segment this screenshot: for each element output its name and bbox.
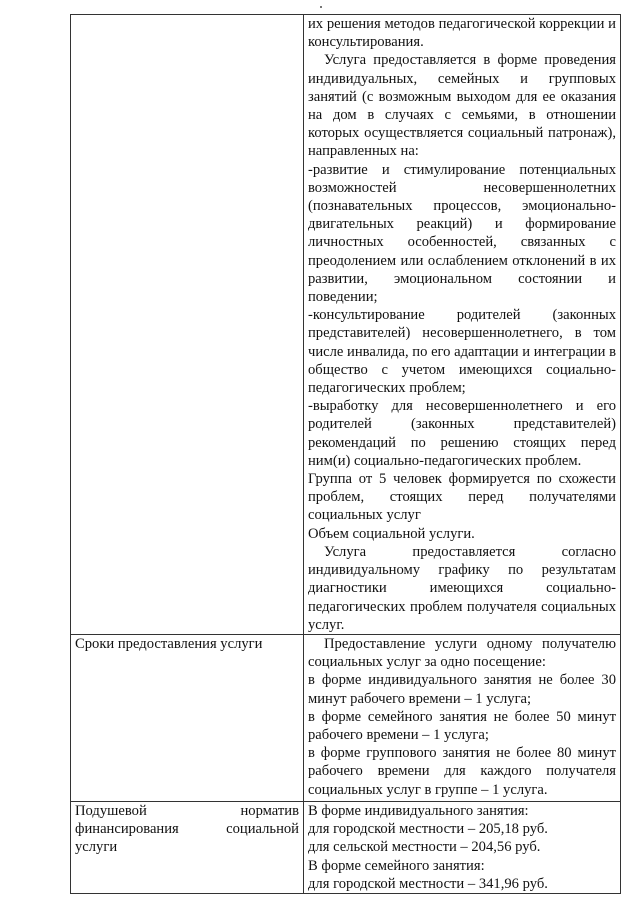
paragraph: -выработку для несовершеннолетнего и его родителей (законных представителей) рекомендаций по решению стоящих перед ним(и) социально-педагогических проблем. [308,398,616,469]
row-label-cell [71,634,304,801]
paragraph: Группа от 5 человек формируется по схожести проблем, стоящих перед получателями социальных услуг [308,471,616,524]
row-content-cell [304,15,621,635]
paragraph: для сельской местности – 204,56 руб. [308,839,541,856]
row-label: Подушевой норматив финансирования социальной услуги [75,802,299,856]
paragraph: для городской местности – 205,18 руб. [308,821,548,838]
paragraph: -консультирование родителей (законных представителей) несовершеннолетнего, в том числе инвалида, по его адаптации и интеграции в общество с учетом имеющихся социально-педагогических проблем; [308,307,616,397]
table-row-terms [71,634,621,801]
service-table [70,14,621,894]
row-label-cell [71,15,304,635]
paragraph: в форме группового занятия не более 80 минут рабочего времени для каждого получателя социальных услуг в группе – 1 услуга. [308,745,616,798]
paragraph: в форме семейного занятия не более 50 минут рабочего времени – 1 услуга; [308,708,616,743]
table-row-description [71,15,621,635]
paragraph: Услуга предоставляется в форме проведения индивидуальных, семейных и групповых занятий (с возможным выходом для ее оказания на дом в случаях с семьями, в отношении которых осуществляется социальный патронаж), направленных на: [308,52,616,160]
row-content-cell [304,801,621,893]
paragraph: в форме индивидуального занятия не более 30 минут рабочего времени – 1 услуга; [308,672,616,707]
paragraph: В форме индивидуального занятия: [308,802,529,819]
scan-speck [320,6,322,8]
paragraph: -развитие и стимулирование потенциальных возможностей несовершеннолетних (познавательных процессов, эмоционально-двигательных реакций) и формирование личностных особенностей, связанных с преодолением или ослаблением отклонений в их развитии, эмоциональном состоянии и поведении; [308,161,616,306]
paragraph: Услуга предоставляется согласно индивидуальному графику по результатам диагностики имеющихся социально-педагогических проблем получателя социальных услуг. [308,543,616,633]
table-row-funding [71,801,621,893]
paragraph: Предоставление услуги одному получателю социальных услуг за одно посещение: [308,635,616,671]
paragraph: Объем социальной услуги. [308,525,475,542]
paragraph: для городской местности – 341,96 руб. [308,875,548,892]
paragraph: В форме семейного занятия: [308,857,485,874]
row-label: Сроки предоставления услуги [75,635,263,652]
paragraph: их решения методов педагогической коррекции и консультирования. [308,16,616,51]
row-label-cell [71,801,304,893]
row-content-cell [304,634,621,801]
